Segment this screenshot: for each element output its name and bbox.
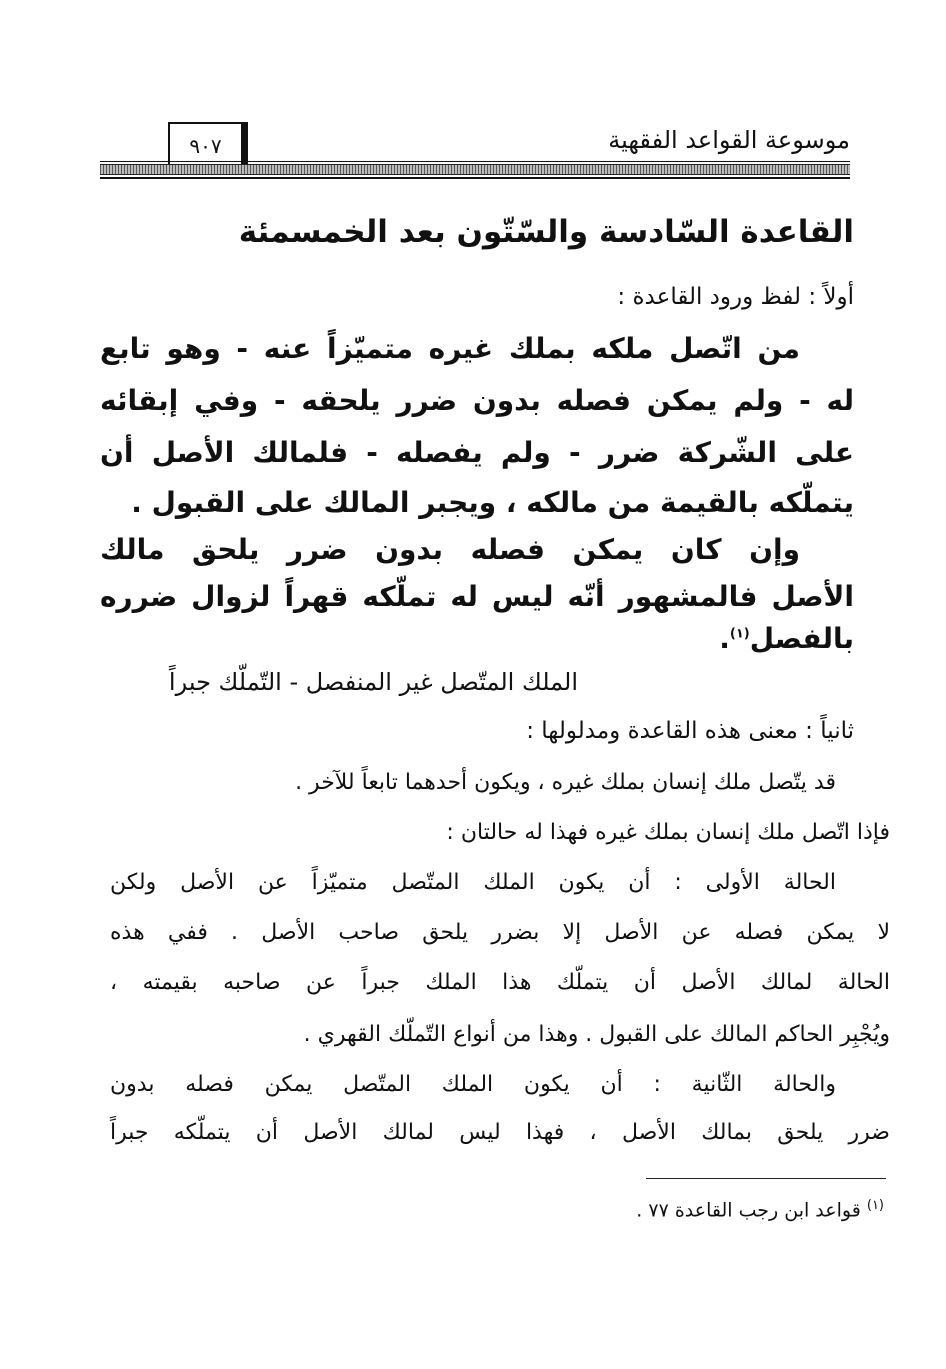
- page-number: ٩٠٧: [189, 134, 222, 158]
- explanation-line-3: الحالة الأولى : أن يكون الملك المتّصل متميّزاً عن الأصل ولكن: [110, 870, 836, 895]
- page-number-box: [168, 122, 248, 170]
- footnote-separator: [646, 1178, 886, 1179]
- header-rule-band: [100, 164, 850, 175]
- explanation-line-1: قد يتّصل ملك إنسان بملك غيره ، ويكون أحدهما تابعاً للآخر .: [295, 770, 836, 795]
- header-rule-bottom: [100, 177, 850, 179]
- margin-note: الملك المتّصل غير المنفصل - التّملّك جبراً: [168, 668, 578, 696]
- footnote-text: قواعد ابن رجب القاعدة ٧٧ .: [636, 1199, 861, 1222]
- footnote-marker: (١): [866, 1198, 884, 1213]
- end-punct: .: [719, 622, 730, 655]
- explanation-line-8: ضرر يلحق بمالك الأصل ، فهذا ليس لمالك الأصل أن يتملّكه جبراً: [110, 1120, 890, 1145]
- explanation-line-4: لا يمكن فصله عن الأصل إلا بضرر يلحق صاحب الأصل . ففي هذه: [110, 920, 890, 945]
- rule-text-last-words: بالفصل: [749, 622, 854, 655]
- explanation-line-5: الحالة لمالك الأصل أن يتملّك هذا الملك جبراً عن صاحبه بقيمته ،: [110, 970, 890, 995]
- footnote: [636, 1198, 884, 1221]
- rule-text-line-7: [100, 622, 854, 655]
- section1-heading: أولاً : لفظ ورود القاعدة :: [617, 284, 854, 310]
- rule-text-line-2: له - ولم يمكن فصله بدون ضرر يلحقه - وفي إبقائه: [100, 384, 854, 417]
- section2-heading: ثانياً : معنى هذه القاعدة ومدلولها :: [526, 718, 854, 744]
- running-title: موسوعة القواعد الفقهية: [608, 126, 850, 154]
- rule-text-line-6: الأصل فالمشهور أنّه ليس له تملّكه قهراً لزوال ضرره: [100, 580, 854, 613]
- rule-text-line-4: يتملّكه بالقيمة من مالكه ، ويجبر المالك على القبول .: [131, 486, 854, 519]
- rule-text-line-1: من اتّصل ملكه بملك غيره متميّزاً عنه - وهو تابع: [100, 332, 800, 365]
- rule-text-line-5: وإن كان يمكن فصله بدون ضرر يلحق مالك: [100, 533, 800, 566]
- explanation-line-7: والحالة الثّانية : أن يكون الملك المتّصل يمكن فصله بدون: [110, 1072, 836, 1097]
- explanation-line-6: ويُجْبِر الحاكم المالك على القبول . وهذا من أنواع التّملّك القهري .: [303, 1022, 890, 1047]
- footnote-ref: (١): [729, 626, 750, 642]
- explanation-line-2: فإذا اتّصل ملك إنسان بملك غيره فهذا له حالتان :: [446, 820, 890, 845]
- rule-title: القاعدة السّادسة والسّتّون بعد الخمسمئة: [238, 214, 854, 250]
- rule-text-line-3: على الشّركة ضرر - ولم يفصله - فلمالك الأصل أن: [100, 436, 854, 469]
- header-rule-thin: [100, 161, 850, 162]
